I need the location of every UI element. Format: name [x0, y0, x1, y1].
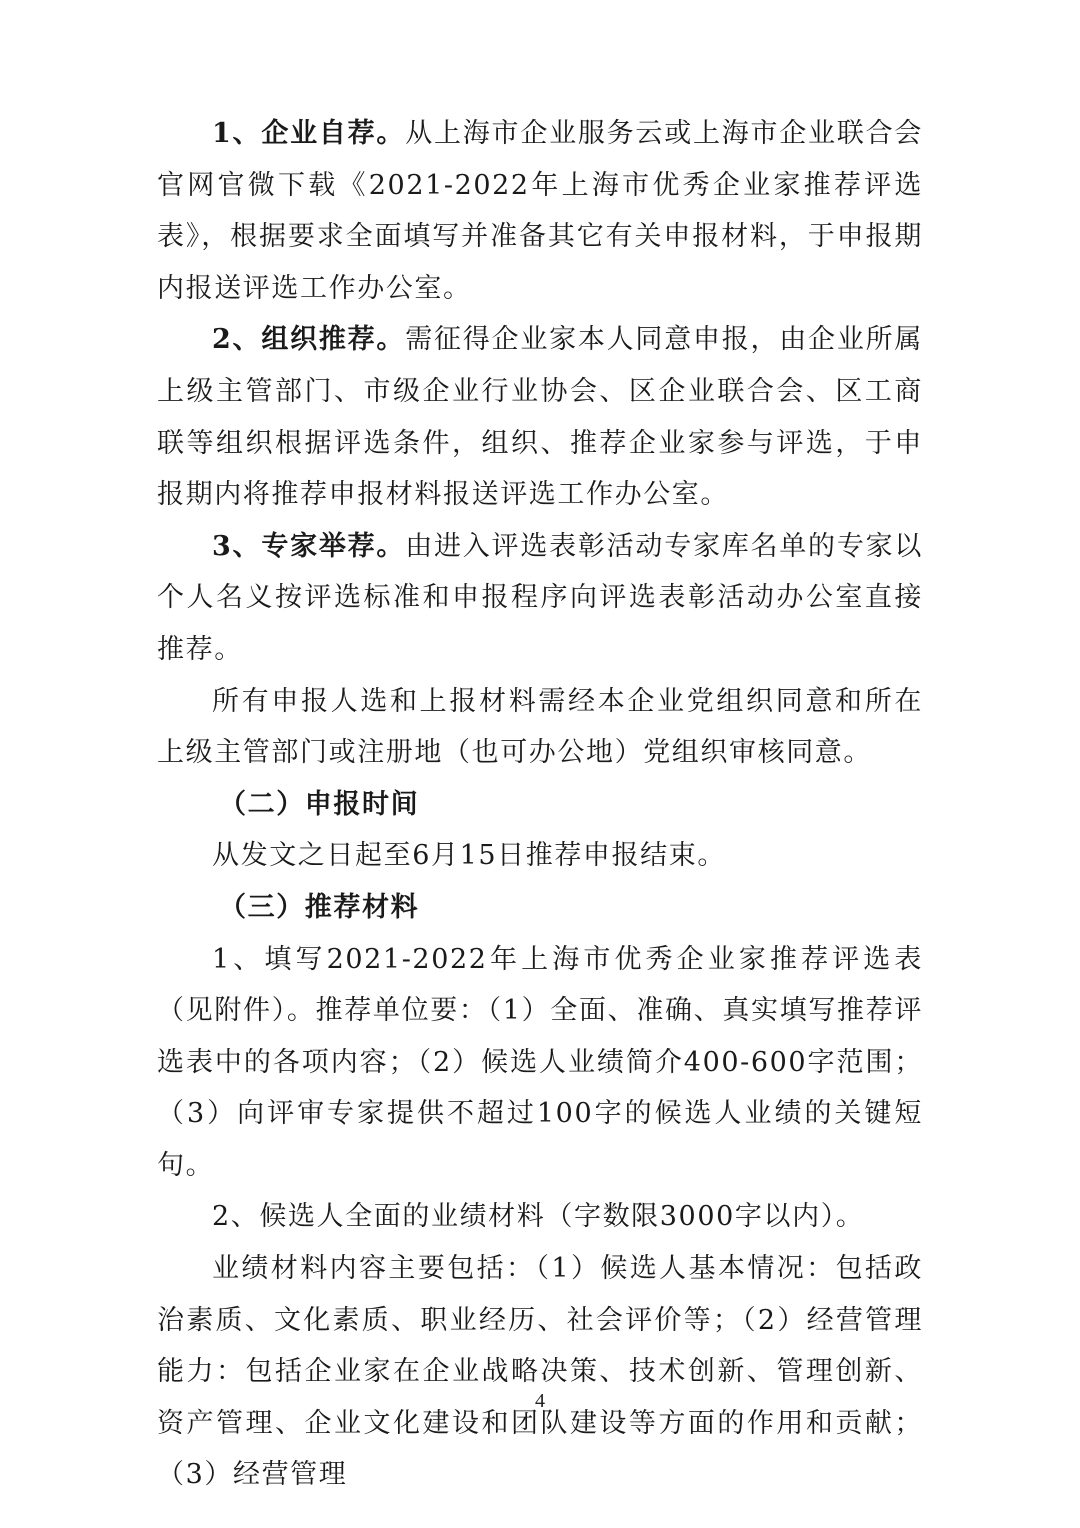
paragraph-lead: 2、组织推荐。 [212, 324, 406, 356]
paragraph-organization-recommendation [157, 314, 923, 520]
paragraph-text: 2、候选人全面的业绩材料（字数限3000字以内）。 [212, 1201, 865, 1233]
paragraph-text: 从上海市企业服务云或上海市企业联合会官网官微下载《2021-2022年上海市优秀企业家推荐评选表》，根据要求全面填写并准备其它有关申报材料，于申报期内报送评选工作办公室。 [157, 118, 923, 304]
paragraph-fill-form [157, 934, 923, 1192]
paragraph-lead: 3、专家举荐。 [212, 530, 406, 562]
paragraph-materials-content [157, 1243, 923, 1501]
section-heading-application-time: （二）申报时间 [219, 788, 420, 820]
paragraph-lead: 1、企业自荐。 [212, 118, 406, 149]
page-number: 4 [535, 1390, 545, 1412]
paragraph-text: 需征得企业家本人同意申报，由企业所属上级主管部门、市级企业行业协会、区企业联合会、区工商联等组织根据评选条件，组织、推荐企业家参与评选，于申报期内将推荐申报材料报送评选工作办公室。 [157, 324, 923, 511]
paragraph-application-period: 从发文之日起至6月15日推荐申报结束。 [212, 840, 726, 872]
paragraph-performance-materials [157, 1191, 923, 1243]
document-body [157, 108, 923, 1501]
paragraph-text: 1、填写2021-2022年上海市优秀企业家推荐评选表（见附件）。推荐单位要：（1）全面、准确、真实填写推荐评选表中的各项内容；（2）候选人业绩简介400-600字范围；（3）向评审专家提供不超过100字的候选人业绩的关键短句。 [157, 943, 923, 1181]
paragraph-text: 所有申报人选和上报材料需经本企业党组织同意和所在上级主管部门或注册地（也可办公地）党组织审核同意。 [157, 685, 923, 769]
section-heading-recommendation-materials: （三）推荐材料 [219, 891, 420, 923]
paragraph-expert-recommendation [157, 521, 923, 676]
paragraph-approval-note [157, 676, 923, 779]
paragraph-self-recommendation [157, 108, 923, 314]
paragraph-text: 业绩材料内容主要包括：（1）候选人基本情况：包括政治素质、文化素质、职业经历、社会评价等；（2）经营管理能力：包括企业家在企业战略决策、技术创新、管理创新、资产管理、企业文化建设和团队建设等方面的作用和贡献；（3）经营管理 [157, 1253, 923, 1491]
paragraph-text: 由进入评选表彰活动专家库名单的专家以个人名义按评选标准和申报程序向评选表彰活动办公室直接推荐。 [157, 530, 923, 665]
